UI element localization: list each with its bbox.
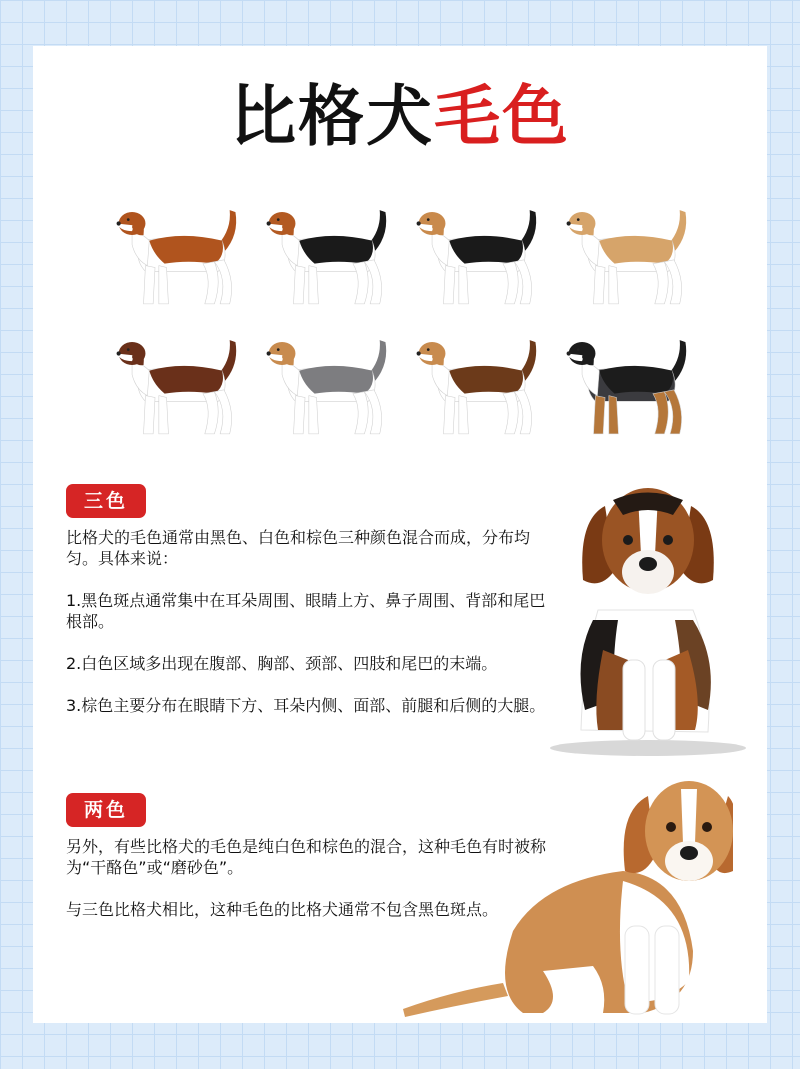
coat-variant-2: [253, 191, 403, 321]
beagle-silhouette-icon: [111, 200, 245, 312]
coat-variants-grid: [103, 191, 703, 451]
beagle-silhouette-icon: [411, 330, 545, 442]
coat-variant-1: [103, 191, 253, 321]
tricolor-paragraph-1: 比格犬的毛色通常由黑色、白色和棕色三种颜色混合而成，分布均匀。具体来说：: [66, 528, 531, 568]
coat-variant-7: [403, 321, 553, 451]
title-main: 比格犬: [230, 78, 434, 155]
tricolor-paragraph-4: 3.棕色主要分布在眼睛下方、耳朵内侧、面部、前腿和后侧的大腿。: [66, 696, 546, 715]
coat-variant-8: [553, 321, 703, 451]
page-title: [33, 78, 767, 155]
bicolor-tag: 两色: [66, 793, 146, 827]
coat-variant-3: [403, 191, 553, 321]
bicolor-paragraph-1: 另外，有些比格犬的毛色是纯白色和棕色的混合，这种毛色有时被称为“干酪色”或“磨砂色”。: [66, 837, 547, 877]
beagle-silhouette-icon: [561, 200, 695, 312]
tricolor-puppy-photo: [543, 460, 753, 760]
title-accent: 毛色: [434, 78, 570, 155]
beagle-silhouette-icon: [111, 330, 245, 442]
beagle-silhouette-icon: [261, 330, 395, 442]
coat-variant-4: [553, 191, 703, 321]
tricolor-paragraph-2: 1.黑色斑点通常集中在耳朵周围、眼睛上方、鼻子周围、背部和尾巴根部。: [66, 591, 546, 631]
coat-variant-5: [103, 321, 253, 451]
beagle-silhouette-icon: [561, 330, 695, 442]
tricolor-tag: 三色: [66, 484, 146, 518]
coat-variant-6: [253, 321, 403, 451]
bicolor-paragraph-2: 与三色比格犬相比，这种毛色的比格犬通常不包含黑色斑点。: [66, 900, 499, 919]
bicolor-puppy-photo: [393, 751, 733, 1021]
content-card: [33, 46, 767, 1023]
beagle-silhouette-icon: [261, 200, 395, 312]
beagle-silhouette-icon: [411, 200, 545, 312]
tricolor-paragraph-3: 2.白色区域多出现在腹部、胸部、颈部、四肢和尾巴的末端。: [66, 654, 498, 673]
